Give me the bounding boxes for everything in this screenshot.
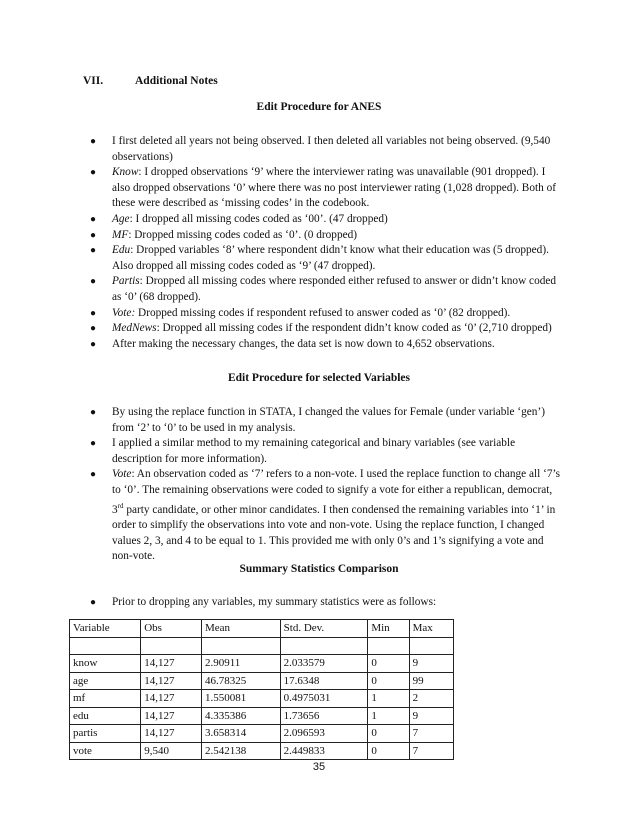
bullet-icon: ●	[90, 213, 97, 225]
bullet-icon: ●	[90, 469, 97, 481]
table-row: age 14,127 46.78325 17.6348 0 99	[70, 672, 454, 690]
bullet-icon: ●	[90, 597, 97, 608]
anes-bullet: ● After making the necessary changes, the data set is now down to 4,652 observations.	[88, 337, 566, 353]
table-spacer-row	[70, 637, 454, 655]
summary-bullet: ● Prior to dropping any variables, my summary statistics were as follows:	[88, 595, 566, 611]
column-header: Max	[409, 620, 453, 638]
anes-bullet: ● Know: I dropped observations ‘9’ where the interviewer rating was unavailable (901 dropped). I also dropped observations ‘0’ where there was no post interviewer rating (1,028 dropped). Both of these were described as ‘missing codes’ in the codebook.	[90, 166, 557, 210]
summary-statistics-table	[69, 619, 454, 760]
anes-bullet: ● I first deleted all years not being observed. I then deleted all variables not being observed. (9,540 observations)	[90, 135, 551, 163]
selected-bullet-vote: ● Vote: An observation coded as ‘7’ refers to a non-vote. I used the replace function to change all ‘7’s to ‘0’. The remaining observations were coded to signify a vote for either a republican, democrat, 3rd party candidate, or other minor candidates. I then condensed the remaining variables into ‘1’ in order to simplify the observations into vote and non-vote. Using the replace function, I changed values 2, 3, and 4 to be equal to 1. This provided me with only 0’s and 1’s signifying a vote and non-vote.	[90, 468, 561, 563]
table-header-row	[70, 620, 454, 638]
table-row: partis 14,127 3.658314 2.096593 0 7	[70, 725, 454, 743]
selected-heading: Edit Procedure for selected Variables	[227, 372, 411, 384]
bullet-icon: ●	[90, 407, 97, 418]
page-number: 35	[312, 761, 326, 773]
anes-bullet: ● Age: I dropped all missing codes coded as ‘00’. (47 dropped)	[88, 212, 566, 228]
anes-bullet: ● Vote: Dropped missing codes if respondent refused to answer coded as ‘0’ (82 dropped).	[88, 306, 566, 322]
section-number: VII.	[83, 75, 104, 87]
bullet-icon: ●	[90, 245, 97, 257]
selected-bullet: ● By using the replace function in STATA, I changed the values for Female (under variable ‘gen’) from ‘2’ to ‘0’ to be used in my analysis.	[90, 406, 545, 434]
selected-bullet: ● I applied a similar method to my remaining categorical and binary variables (see variable description for more information).	[90, 437, 516, 465]
column-header: Variable	[70, 620, 141, 638]
column-header: Obs	[141, 620, 202, 638]
anes-bullet: ● MF: Dropped missing codes coded as ‘0’. (0 dropped)	[88, 228, 566, 244]
column-header: Min	[368, 620, 409, 638]
bullet-icon: ●	[90, 276, 97, 288]
anes-bullet: ● MedNews: Dropped all missing codes if the respondent didn’t know coded as ‘0’ (2,710 dropped)	[88, 321, 566, 337]
bullet-icon: ●	[90, 323, 97, 335]
table-row: know 14,127 2.90911 2.033579 0 9	[70, 655, 454, 673]
bullet-icon: ●	[90, 307, 97, 319]
bullet-icon: ●	[90, 229, 97, 241]
table-row: vote 9,540 2.542138 2.449833 0 7	[70, 742, 454, 760]
table-row: edu 14,127 4.335386 1.73656 1 9	[70, 707, 454, 725]
summary-heading: Summary Statistics Comparison	[239, 563, 399, 575]
anes-heading: Edit Procedure for ANES	[256, 101, 382, 113]
bullet-icon: ●	[90, 338, 97, 350]
anes-bullet: ● Partis: Dropped all missing codes where responded either refused to answer or didn’t know coded as ‘0’ (68 dropped).	[90, 275, 557, 303]
selected-bullet-list	[88, 405, 566, 565]
bullet-icon: ●	[90, 438, 97, 450]
table-row: mf 14,127 1.550081 0.4975031 1 2	[70, 690, 454, 708]
bullet-icon: ●	[90, 136, 97, 147]
bullet-icon: ●	[90, 167, 97, 179]
anes-bullet-list	[88, 134, 566, 352]
section-heading	[83, 75, 218, 87]
anes-bullet: ● Edu: Dropped variables ‘8’ where respondent didn’t know what their education was (5 dropped). Also dropped all missing codes coded as ‘9’ (47 dropped).	[90, 244, 549, 272]
column-header: Mean	[201, 620, 280, 638]
section-title: Additional Notes	[135, 75, 218, 87]
summary-bullet-list	[88, 595, 566, 611]
column-header: Std. Dev.	[280, 620, 368, 638]
